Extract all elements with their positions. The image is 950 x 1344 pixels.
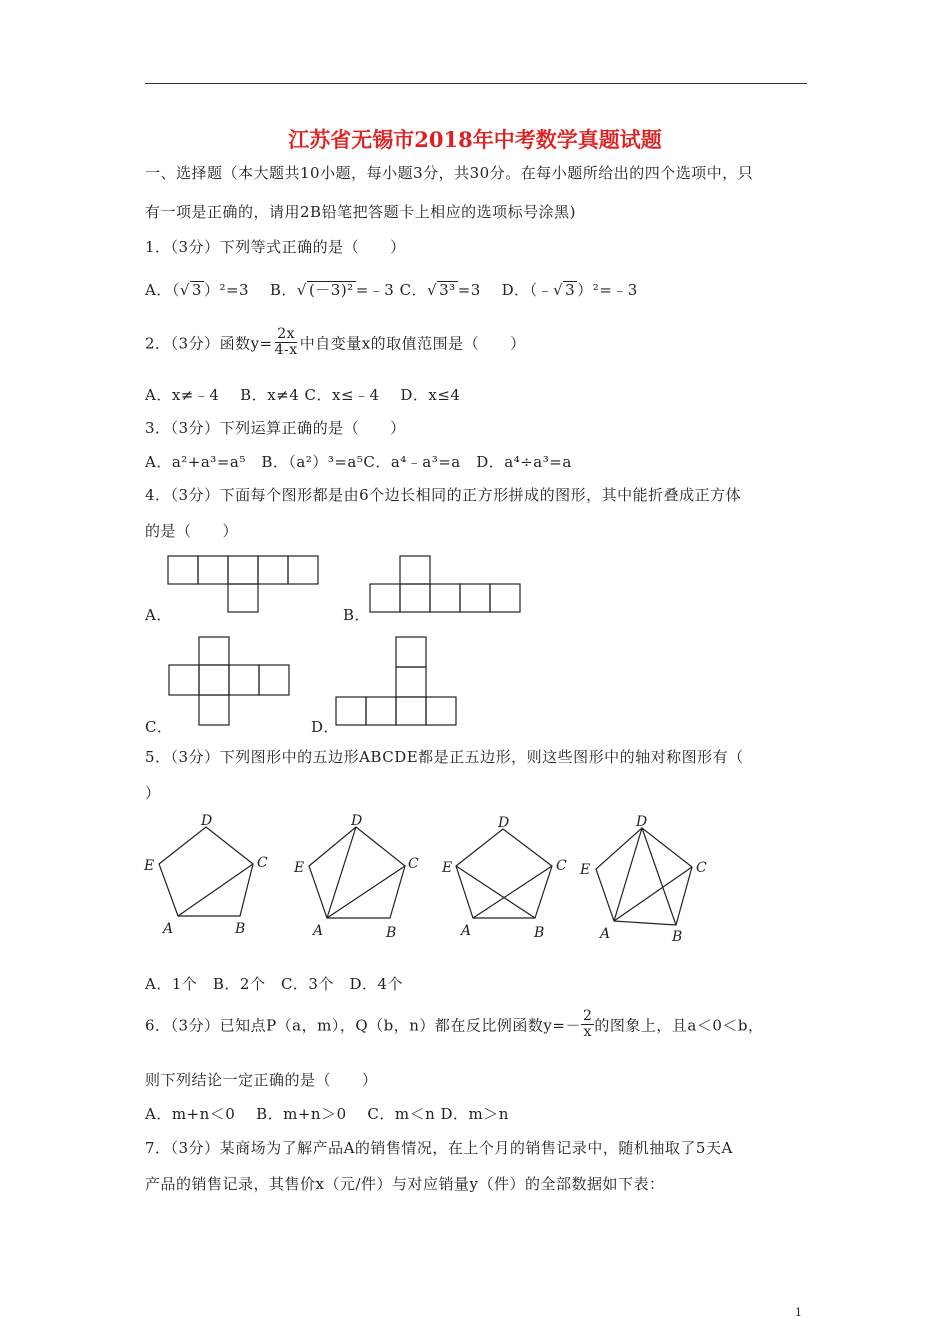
section-instructions-line2: 有一项是正确的，请用2B铅笔把答题卡上相应的选项标号涂黑) [145,203,576,221]
p1-label-b: B [235,921,246,937]
q6-stem-suffix: 的图象上，且a＜0＜b， [594,1016,764,1035]
q1-option-b-radicand: (－3)² [308,281,354,299]
q1-option-d-suffix: ）²=﹣3 [577,281,638,299]
p2-label-b: B [386,925,397,941]
q1-option-a-prefix: A．（ [145,281,180,299]
pentagon-1 [159,827,253,916]
q6-stem-prefix: 6．（3分）已知点P（a，m），Q（b，n）都在反比例函数y=－ [145,1016,581,1035]
p4-label-a: A [600,926,611,942]
q6-stem [145,1009,763,1041]
page-title: 江苏省无锡市2018年中考数学真题试题 [288,127,662,152]
p2-label-a: A [313,923,324,939]
p3-label-d: D [498,815,510,831]
q3-options: A．a²+a³=a⁵ B．（a²）³=a⁵C．a⁴﹣a³=a D．a⁴÷a³=a [145,453,572,471]
p2-label-e: E [294,860,305,876]
q2-options: A．x≠﹣4 B．x≠4 C．x≤﹣4 D．x≤4 [145,386,461,404]
p1-label-a: A [163,921,174,937]
p4-label-d: D [636,814,648,830]
p1-label-c: C [257,855,268,871]
q1-options: A．（√ 3 ）²=3 B．√ (－3)² =﹣3 C．√ 3³ =3 D．（﹣√ 3 ）²=﹣3 [145,281,638,299]
q4-label-c: C． [145,718,173,736]
q1-option-d-radicand: 3 [565,281,576,299]
p3-label-e: E [442,860,453,876]
pentagon-4 [596,828,692,925]
p1-label-d: D [201,813,213,829]
q1-option-b-suffix: =﹣3 C． [355,281,428,299]
q1-option-c-suffix: =3 D．（﹣ [457,281,554,299]
q2-numerator: 2x [277,326,296,342]
p4-label-e: E [580,862,591,878]
q6-fraction [581,1009,594,1041]
pentagon-3 [456,829,552,918]
q4-stem-line1: 4．（3分）下面每个图形都是由6个边长相同的正方形拼成的图形，其中能折叠成正方体 [145,486,742,504]
net-c [169,637,289,725]
q5-stem-line2: ） [145,784,161,802]
p2-label-d: D [351,813,363,829]
q4-label-d: D． [311,718,340,736]
q6-stem-line2: 则下列结论一定正确的是（ ） [145,1071,378,1089]
q1-stem: 1．（3分）下列等式正确的是（ ） [145,238,406,256]
net-d [336,637,456,725]
q1-option-c-radicand: 3³ [439,281,456,299]
q2-stem-suffix: 中自变量x的取值范围是（ ） [299,334,526,353]
p1-label-e: E [144,858,155,874]
q3-stem: 3．（3分）下列运算正确的是（ ） [145,419,406,437]
p3-label-b: B [534,925,545,941]
q5-stem-line1: 5．（3分）下列图形中的五边形ABCDE都是正五边形，则这些图形中的轴对称图形有（ [145,748,744,766]
q5-options: A．1个 B．2个 C．3个 D．4个 [145,975,404,993]
q7-stem-line2: 产品的销售记录，其售价x（元/件）与对应销量y（件）的全部数据如下表： [145,1175,665,1193]
q4-stem-line2: 的是（ ） [145,522,239,540]
p3-label-a: A [461,923,472,939]
section-instructions-line1: 一、选择题（本大题共10小题，每小题3分，共30分。在每小题所给出的四个选项中，只 [145,164,754,182]
net-a [168,556,318,612]
net-b [370,556,520,612]
q1-option-a-suffix: ）²=3 B． [203,281,297,299]
pentagon-2 [309,827,405,918]
q6-denominator: x [583,1024,592,1041]
q4-label-b: B． [343,606,371,624]
p4-label-c: C [696,860,707,876]
p2-label-c: C [408,856,419,872]
q6-numerator: 2 [582,1008,593,1024]
q6-options: A．m+n＜0 B．m+n＞0 C．m＜n D．m＞n [145,1105,509,1123]
page-number: 1 [795,1306,802,1319]
p3-label-c: C [556,858,567,874]
q7-stem-line1: 7．（3分）某商场为了解产品A的销售情况，在上个月的销售记录中，随机抽取了5天A [145,1139,733,1157]
q2-stem-prefix: 2．（3分）函数y= [145,334,273,353]
q4-label-a: A． [145,606,172,624]
q2-denominator: 4-x [274,342,298,359]
p4-label-b: B [672,929,683,945]
q5-pentagons [0,800,950,950]
q1-option-a-radicand: 3 [191,281,202,299]
